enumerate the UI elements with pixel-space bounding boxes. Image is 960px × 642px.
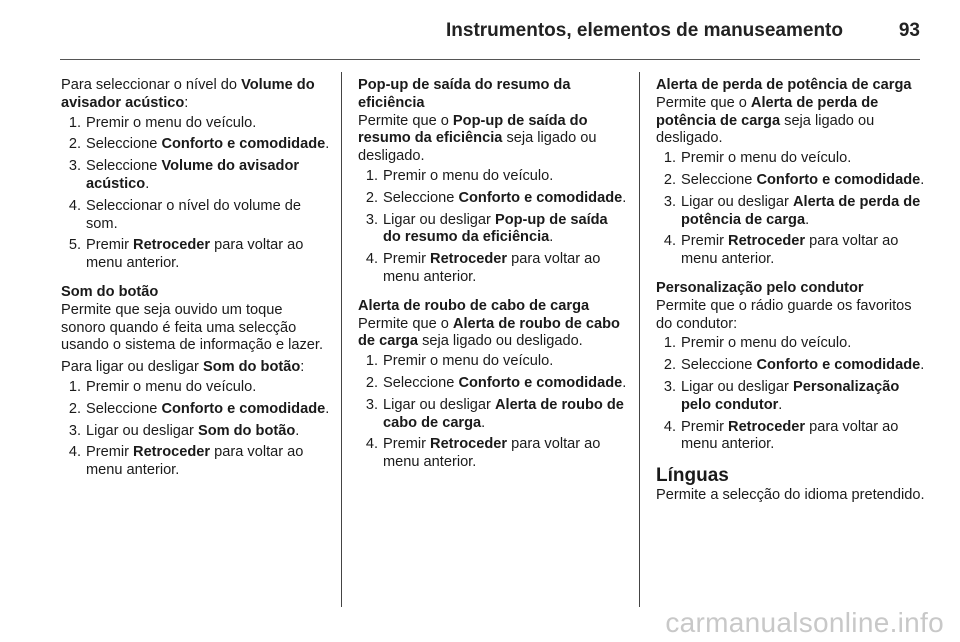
step-number: 2. bbox=[365, 189, 378, 206]
step-fragment: para voltar ao menu anterior. bbox=[383, 436, 601, 471]
step-fragment: Premir bbox=[383, 436, 431, 453]
step-text bbox=[681, 194, 926, 230]
list-item bbox=[61, 401, 331, 419]
step-number: 4. bbox=[68, 444, 81, 461]
step-fragment: Premir o menu do veículo. bbox=[681, 150, 852, 167]
step-term: Conforto e comodidade bbox=[756, 357, 921, 374]
step-fragment: . bbox=[325, 136, 330, 153]
step-number: 4. bbox=[663, 233, 676, 250]
step-number: 3. bbox=[68, 158, 81, 175]
step-number: 1. bbox=[365, 167, 378, 184]
column-1 bbox=[61, 77, 331, 491]
step-fragment: Ligar ou desligar bbox=[383, 396, 495, 413]
step-fragment: Premir o menu do veículo. bbox=[681, 335, 852, 352]
section-title: Alerta de roubo de cabo de carga bbox=[358, 297, 590, 314]
step-number: 3. bbox=[365, 396, 378, 413]
list-item bbox=[656, 419, 926, 455]
step-fragment: Seleccione bbox=[383, 189, 459, 206]
list-item bbox=[656, 233, 926, 269]
column-2 bbox=[358, 77, 628, 483]
step-number: 2. bbox=[68, 136, 81, 153]
section-linguas bbox=[656, 465, 926, 505]
step-fragment: Premir o menu do veículo. bbox=[383, 353, 554, 370]
section-alerta-perda bbox=[656, 77, 926, 269]
list-item bbox=[61, 423, 331, 441]
list-item bbox=[61, 237, 331, 273]
step-text bbox=[383, 397, 628, 433]
step-fragment: . bbox=[295, 422, 300, 439]
section-title: Som do botão bbox=[61, 283, 159, 300]
list-item bbox=[358, 353, 628, 371]
step-number: 1. bbox=[663, 335, 676, 352]
step-term: Personalização pelo condutor bbox=[681, 378, 900, 413]
list-item bbox=[61, 444, 331, 480]
step-fragment: . bbox=[325, 400, 330, 417]
step-fragment: Premir bbox=[681, 233, 729, 250]
step-term: Retroceder bbox=[430, 251, 508, 268]
step-fragment: Seleccione bbox=[86, 400, 162, 417]
step-fragment: para voltar ao menu anterior. bbox=[383, 251, 601, 285]
step-term: Conforto e comodidade bbox=[458, 189, 623, 206]
step-number: 1. bbox=[68, 378, 81, 395]
step-fragment: Premir bbox=[383, 251, 431, 268]
step-fragment: Seleccione bbox=[86, 136, 162, 153]
step-text bbox=[86, 115, 331, 133]
step-fragment: . bbox=[920, 171, 925, 188]
step-text bbox=[86, 198, 331, 234]
step-text bbox=[681, 379, 926, 415]
list-item bbox=[358, 397, 628, 433]
list-item bbox=[358, 190, 628, 208]
step-fragment: . bbox=[481, 414, 486, 431]
step-fragment: . bbox=[145, 175, 150, 192]
list-item bbox=[358, 251, 628, 287]
list-item bbox=[61, 158, 331, 194]
step-fragment: Seleccione bbox=[681, 171, 757, 188]
section-popup-eficiencia bbox=[358, 77, 628, 287]
step-number: 3. bbox=[365, 211, 378, 228]
step-fragment: Premir bbox=[681, 418, 729, 435]
step-term: Pop-up de saída do resumo da eficiência bbox=[383, 211, 608, 246]
list-item bbox=[656, 150, 926, 168]
section-alerta-roubo bbox=[358, 298, 628, 472]
step-fragment: Premir bbox=[86, 444, 134, 461]
step-number: 3. bbox=[663, 378, 676, 395]
step-number: 2. bbox=[663, 357, 676, 374]
step-text bbox=[383, 353, 628, 371]
section-description: Permite que o rádio guarde os favoritos do condutor: bbox=[656, 297, 912, 332]
list-item bbox=[358, 436, 628, 472]
step-fragment: Ligar ou desligar bbox=[681, 193, 793, 210]
step-number: 3. bbox=[68, 422, 81, 439]
step-number: 2. bbox=[663, 171, 676, 188]
step-fragment: Seleccione bbox=[86, 158, 162, 175]
step-fragment: Premir o menu do veículo. bbox=[86, 114, 257, 131]
list-item bbox=[656, 357, 926, 375]
step-number: 4. bbox=[663, 418, 676, 435]
step-fragment: Ligar ou desligar bbox=[681, 378, 793, 395]
step-text bbox=[86, 423, 331, 441]
step-text bbox=[681, 419, 926, 455]
step-fragment: Premir o menu do veículo. bbox=[383, 167, 554, 184]
step-number: 4. bbox=[365, 436, 378, 453]
step-fragment: Ligar ou desligar bbox=[86, 422, 198, 439]
volume-intro: Para seleccionar o nível do Volume do avisador acústico: bbox=[61, 77, 315, 111]
som-intro: Para ligar ou desligar Som do botão: bbox=[61, 359, 305, 376]
step-number: 2. bbox=[68, 400, 81, 417]
section-description: Permite que o Pop-up de saída do resumo da eficiência seja ligado ou desligado. bbox=[358, 112, 597, 165]
page-number: 93 bbox=[898, 20, 920, 41]
column-3 bbox=[656, 77, 926, 516]
step-fragment: . bbox=[920, 357, 925, 374]
step-term: Retroceder bbox=[430, 436, 508, 453]
steps-list bbox=[358, 168, 628, 287]
step-text bbox=[383, 190, 628, 208]
list-item bbox=[61, 198, 331, 234]
section-description: Permite que o Alerta de perda de potência de carga seja ligado ou desligado. bbox=[656, 94, 879, 147]
list-item bbox=[358, 168, 628, 186]
step-fragment: . bbox=[622, 189, 627, 206]
step-text bbox=[383, 251, 628, 287]
step-term: Conforto e comodidade bbox=[756, 171, 921, 188]
section-title: Personalização pelo condutor bbox=[656, 279, 864, 296]
step-fragment: para voltar ao menu anterior. bbox=[86, 237, 304, 272]
step-text bbox=[681, 335, 926, 353]
step-fragment: . bbox=[622, 374, 627, 391]
list-item bbox=[358, 375, 628, 393]
list-item bbox=[358, 212, 628, 248]
step-number: 1. bbox=[663, 150, 676, 167]
step-fragment: Seleccione bbox=[681, 357, 757, 374]
step-fragment: para voltar ao menu anterior. bbox=[681, 418, 899, 453]
step-number: 5. bbox=[68, 237, 81, 254]
step-text bbox=[681, 150, 926, 168]
step-fragment: Seleccionar o nível do volume de som. bbox=[86, 197, 301, 232]
step-text bbox=[383, 168, 628, 186]
steps-list bbox=[61, 379, 331, 480]
step-text bbox=[86, 401, 331, 419]
section-description: Permite que seja ouvido um toque sonoro quando é feita uma selecção usando o sistema de informação e lazer. bbox=[61, 301, 324, 354]
list-item bbox=[61, 379, 331, 397]
header-rule bbox=[60, 59, 920, 60]
page-title: Instrumentos, elementos de manuseamento bbox=[446, 20, 843, 41]
step-fragment: para voltar ao menu anterior. bbox=[86, 444, 304, 479]
steps-list bbox=[656, 150, 926, 269]
step-text bbox=[86, 379, 331, 397]
section-personalizacao bbox=[656, 280, 926, 454]
step-term: Alerta de roubo de cabo de carga bbox=[383, 396, 624, 431]
steps-list bbox=[61, 115, 331, 273]
step-text bbox=[681, 172, 926, 190]
steps-list bbox=[656, 335, 926, 454]
step-fragment: Premir o menu do veículo. bbox=[86, 378, 257, 395]
step-text bbox=[383, 436, 628, 472]
column-divider-2 bbox=[639, 72, 640, 607]
page-header bbox=[0, 0, 960, 56]
step-term: Alerta de perda de potência de carga bbox=[681, 193, 921, 228]
step-text bbox=[86, 237, 331, 273]
step-text bbox=[86, 158, 331, 194]
step-term: Retroceder bbox=[133, 444, 211, 461]
step-text bbox=[86, 444, 331, 480]
step-number: 1. bbox=[68, 114, 81, 131]
list-item bbox=[656, 172, 926, 190]
step-term: Retroceder bbox=[133, 237, 211, 254]
section-description: Permite a selecção do idioma pretendido. bbox=[656, 487, 925, 504]
section-volume bbox=[61, 77, 331, 273]
list-item bbox=[61, 115, 331, 133]
list-item bbox=[656, 335, 926, 353]
step-text bbox=[681, 233, 926, 269]
list-item bbox=[656, 194, 926, 230]
step-fragment: para voltar ao menu anterior. bbox=[681, 233, 899, 268]
step-term: Volume do avisador acústico bbox=[86, 158, 300, 192]
step-fragment: . bbox=[805, 211, 810, 228]
section-title: Línguas bbox=[656, 465, 729, 487]
step-term: Som do botão bbox=[197, 422, 296, 439]
step-fragment: Ligar ou desligar bbox=[383, 211, 495, 228]
step-text bbox=[681, 357, 926, 375]
step-number: 3. bbox=[663, 193, 676, 210]
step-term: Retroceder bbox=[728, 418, 806, 435]
step-text bbox=[86, 136, 331, 154]
step-number: 4. bbox=[68, 197, 81, 214]
step-term: Retroceder bbox=[728, 233, 806, 250]
step-text bbox=[383, 212, 628, 248]
step-fragment: . bbox=[549, 229, 554, 246]
step-fragment: . bbox=[778, 396, 783, 413]
step-number: 1. bbox=[365, 353, 378, 370]
step-number: 4. bbox=[365, 251, 378, 268]
watermark: carmanualsonline.info bbox=[665, 607, 944, 638]
step-fragment: Seleccione bbox=[383, 374, 459, 391]
steps-list bbox=[358, 353, 628, 472]
section-som-do-botao bbox=[61, 284, 331, 480]
section-title: Alerta de perda de potência de carga bbox=[656, 77, 912, 93]
step-term: Conforto e comodidade bbox=[458, 374, 623, 391]
section-title: Pop-up de saída do resumo da eficiência bbox=[358, 77, 571, 111]
step-number: 2. bbox=[365, 374, 378, 391]
list-item bbox=[656, 379, 926, 415]
list-item bbox=[61, 136, 331, 154]
column-divider-1 bbox=[341, 72, 342, 607]
step-term: Conforto e comodidade bbox=[161, 136, 326, 153]
step-term: Conforto e comodidade bbox=[161, 400, 326, 417]
step-text bbox=[383, 375, 628, 393]
section-description: Permite que o Alerta de roubo de cabo de carga seja ligado ou desligado. bbox=[358, 315, 620, 350]
step-fragment: Premir bbox=[86, 237, 134, 254]
